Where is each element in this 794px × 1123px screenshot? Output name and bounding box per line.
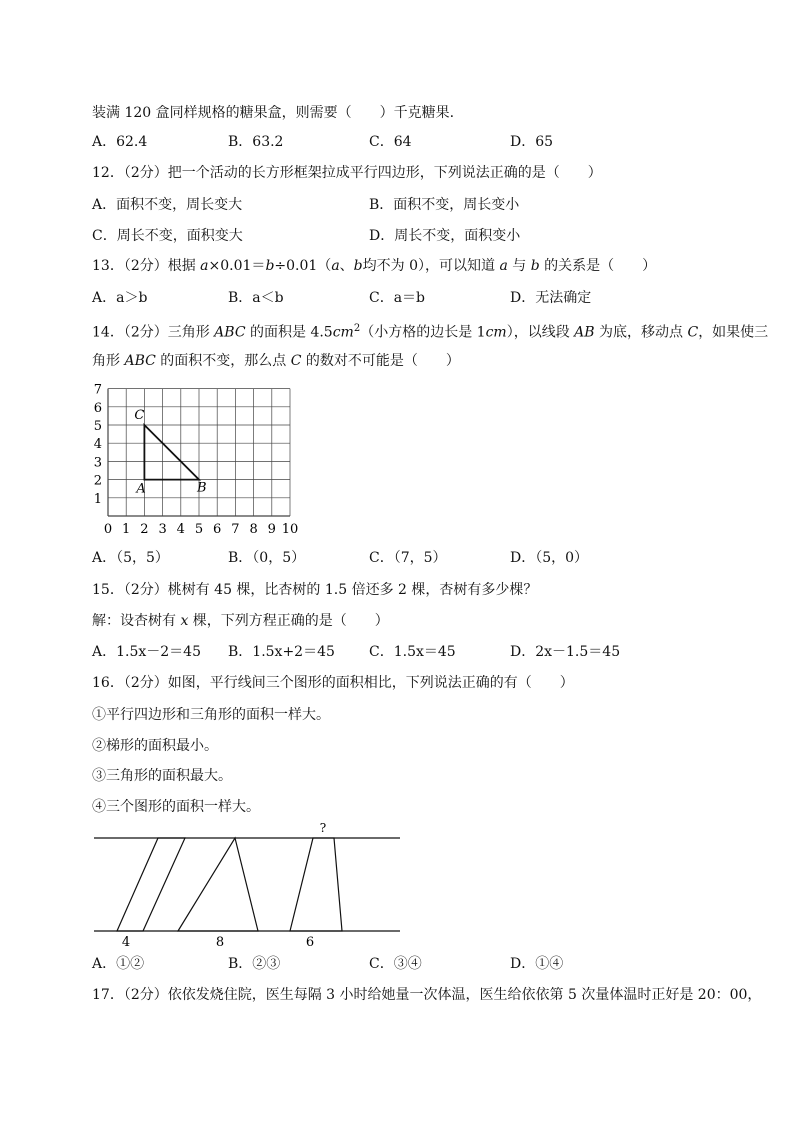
q13-stem: 13．（2分）根据 a×0.01＝b÷0.01（a、b均不为 0），可以知道 a 与 b 的关系是（ ）: [92, 258, 657, 274]
point-c-label: C: [134, 408, 145, 423]
y-tick-label: 1: [93, 491, 102, 507]
q15-solution: 解：设杏树有 x 棵，下列方程正确的是（ ）: [92, 613, 389, 629]
q11-option-d[interactable]: D．65: [510, 134, 554, 150]
x-tick-label: 2: [140, 522, 149, 537]
q11-stem-continuation: 装满 120 盒同样规格的糖果盒，则需要（ ）千克糖果.: [92, 105, 455, 121]
q16-item-2: ②梯形的面积最小。: [92, 738, 218, 754]
q12-option-d[interactable]: D．周长不变，面积变小: [369, 228, 521, 244]
trapezoid-base-label: 6: [305, 935, 315, 950]
q15-option-d[interactable]: D．2x－1.5＝45: [510, 644, 621, 660]
q16-option-b[interactable]: B．②③: [228, 956, 281, 972]
q13-option-a[interactable]: A．a＞b: [92, 290, 148, 306]
q15-option-c[interactable]: C．1.5x＝45: [369, 644, 456, 660]
q16-option-c[interactable]: C．③④: [369, 956, 422, 972]
q14-option-c[interactable]: C．（7，5）: [369, 550, 447, 566]
y-tick-label: 6: [93, 400, 102, 416]
trapezoid-shape: [290, 838, 342, 931]
q14-option-a[interactable]: A．（5，5）: [92, 550, 169, 566]
y-tick-label: 7: [93, 382, 102, 398]
q11-option-b[interactable]: B．63.2: [228, 134, 284, 150]
q15-stem: 15．（2分）桃树有 45 棵，比杏树的 1.5 倍还多 2 棵，杏树有多少棵？: [92, 582, 538, 598]
triangle-shape: [178, 838, 258, 931]
q16-option-a[interactable]: A．①②: [92, 956, 145, 972]
q15-option-b[interactable]: B．1.5x+2＝45: [228, 644, 335, 660]
q14-option-b[interactable]: B．（0，5）: [228, 550, 306, 566]
q13-options: [92, 288, 752, 308]
triangle-abc: [134, 408, 206, 497]
point-b-label: B: [197, 480, 207, 496]
q12-option-b[interactable]: B．面积不变，周长变小: [369, 197, 520, 213]
q11-option-c[interactable]: C．64: [369, 134, 412, 150]
grid-tick-labels: [94, 383, 299, 537]
q13-option-d[interactable]: D．无法确定: [510, 290, 592, 306]
y-tick-label: 5: [93, 419, 102, 434]
y-tick-label: 3: [93, 455, 102, 471]
q17-stem: 17．（2分）依依发烧住院，医生每隔 3 小时给她量一次体温，医生给依依第 5 次量体温时正好是 20：00，: [92, 987, 762, 1003]
x-tick-label: 10: [281, 522, 299, 537]
y-tick-label: 2: [93, 473, 102, 489]
q14-stem-line2: 角形 ABC 的面积不变，那么点 C 的数对不可能是（ ）: [92, 353, 460, 369]
q11-option-a[interactable]: A．62.4: [92, 134, 148, 150]
q14-option-d[interactable]: D．（5，0）: [510, 550, 589, 566]
q12-options-row1: [92, 195, 752, 215]
x-tick-label: 0: [103, 522, 113, 537]
x-tick-label: 1: [122, 522, 131, 537]
x-tick-label: 5: [194, 522, 204, 537]
q15-options: [92, 642, 752, 662]
point-a-label: A: [136, 481, 146, 497]
x-tick-label: 8: [249, 522, 258, 537]
q13-option-c[interactable]: C．a＝b: [369, 290, 426, 306]
q11-options: [92, 132, 752, 152]
trapezoid-top-label: ?: [319, 821, 327, 835]
q16-item-4: ④三个图形的面积一样大。: [92, 799, 260, 815]
x-tick-label: 4: [176, 522, 185, 537]
q16-option-d[interactable]: D．①④: [510, 956, 564, 972]
x-tick-label: 7: [231, 522, 240, 537]
q16-item-1: ①平行四边形和三角形的面积一样大。: [92, 707, 330, 723]
q12-option-a[interactable]: A．面积不变，周长变大: [92, 197, 243, 213]
y-tick-label: 4: [93, 437, 102, 453]
x-tick-label: 6: [213, 522, 222, 537]
q12-options-row2: [92, 226, 752, 246]
q13-option-b[interactable]: B．a＜b: [228, 290, 284, 306]
q14-coordinate-grid: [80, 380, 310, 542]
q12-option-c[interactable]: C．周长不变，面积变大: [92, 228, 243, 244]
q14-options: [92, 548, 752, 568]
triangle-outline: [144, 425, 199, 480]
triangle-base-label: 8: [215, 935, 225, 950]
q16-options: [92, 954, 752, 974]
x-tick-label: 9: [267, 522, 276, 537]
parallelogram-shape: [117, 838, 185, 931]
q15-option-a[interactable]: A．1.5x－2＝45: [92, 644, 201, 660]
x-tick-label: 3: [158, 522, 167, 537]
q16-item-3: ③三角形的面积最大。: [92, 768, 232, 784]
parallelogram-base-label: 4: [121, 935, 131, 950]
q16-stem: 16．（2分）如图，平行线间三个图形的面积相比，下列说法正确的有（ ）: [92, 675, 574, 691]
q12-stem: 12．（2分）把一个活动的长方形框架拉成平行四边形，下列说法正确的是（ ）: [92, 165, 602, 181]
q14-stem-line1: 14．（2分）三角形 ABC 的面积是 $4.5cm^2$（小方格的边长是 1cm），以线段 AB 为底，移动点 C，如果使三: [92, 323, 769, 341]
q16-parallel-figure: [90, 818, 405, 953]
